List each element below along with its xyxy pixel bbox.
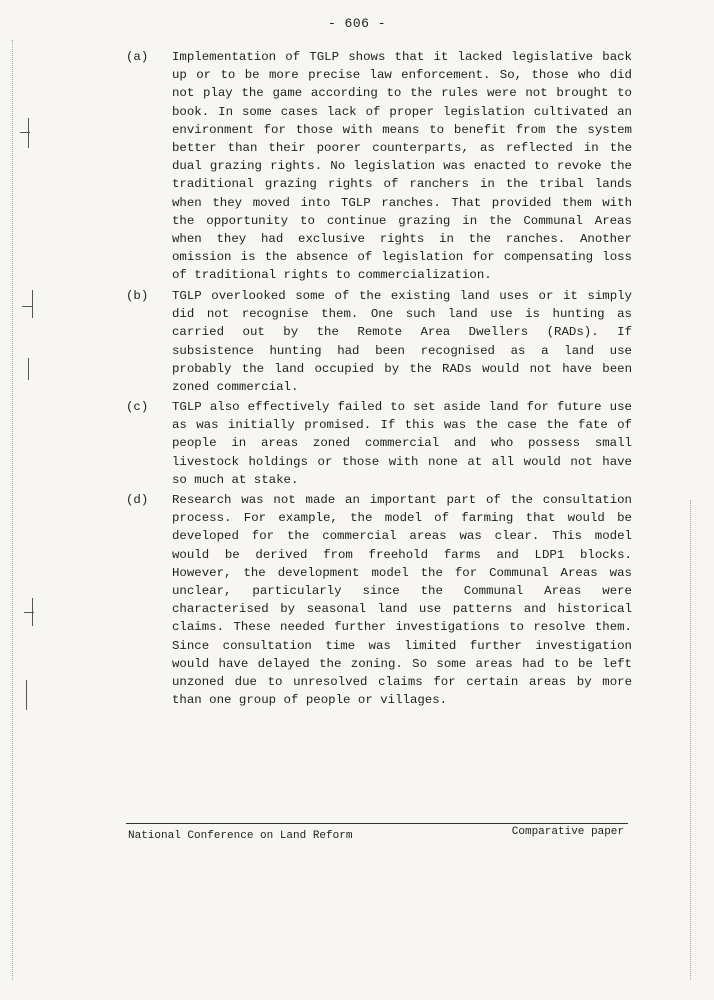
margin-tick (20, 132, 30, 133)
margin-tick (24, 612, 34, 613)
page-number: - 606 - (327, 16, 387, 31)
edge-mark (12, 40, 13, 980)
margin-mark (28, 358, 29, 380)
paragraph-text: Implementation of TGLP shows that it lacked legislative back up or to be more precise law enforcement. So, those who did not play the game according to the rules were not brought to book. In some cases lack of proper legislation cultivated an environment for those with means to benefit from the system better than their poorer counterparts, as reflected in the dual grazing rights. No legislation was enacted to revoke the traditional grazing rights of ranchers in the tribal lands when they moved into TGLP ranches. That provided them with the opportunity to continue grazing in the Communal Areas when they had exclusive rights in the ranches. Another omission is the absence of legislation for compensating loss of traditional rights to commercialization. (172, 50, 632, 283)
margin-mark (26, 680, 27, 710)
paragraph-text: TGLP also effectively failed to set aside land for future use as was initially promised. If this was the case the fate of people in areas zoned commercial and who possess small livestock holdings or those with none at all would not have so much at stake. (172, 400, 632, 487)
margin-mark (28, 118, 29, 148)
footer-paper-type: Comparative paper (511, 826, 624, 838)
margin-mark (32, 290, 33, 318)
paragraph-label: (d) (126, 493, 149, 507)
paragraph-label: (a) (126, 50, 149, 64)
footer-conference-title: National Conference on Land Reform (128, 830, 353, 842)
paragraph-label: (c) (126, 400, 149, 414)
edge-mark (690, 500, 691, 980)
paragraph-label: (b) (126, 289, 149, 303)
paragraph-text: TGLP overlooked some of the existing land uses or it simply did not recognise them. One such land use is hunting as carried out by the Remote Area Dwellers (RADs). If subsistence hunting had been recognised as a land use probably the land occupied by the RADs would not have been zoned commercial. (172, 289, 632, 395)
margin-tick (22, 306, 32, 307)
paragraph-text: Research was not made an important part of the consultation process. For example, the model of farming that would be developed for the commercial areas was clear. This model would be derived from freehold farms and LDP1 blocks. However, the development model the for Communal Areas was unclear, particularly since the Communal Areas were characterised by seasonal land use patterns and historical claims. These needed further investigations to resolve them. Since consultation time was limited further investigation would have delayed the zoning. So some areas had to be left unzoned due to unresolved claims for certain areas by more than one group of people or villages. (172, 493, 632, 708)
footer-rule (126, 823, 628, 824)
